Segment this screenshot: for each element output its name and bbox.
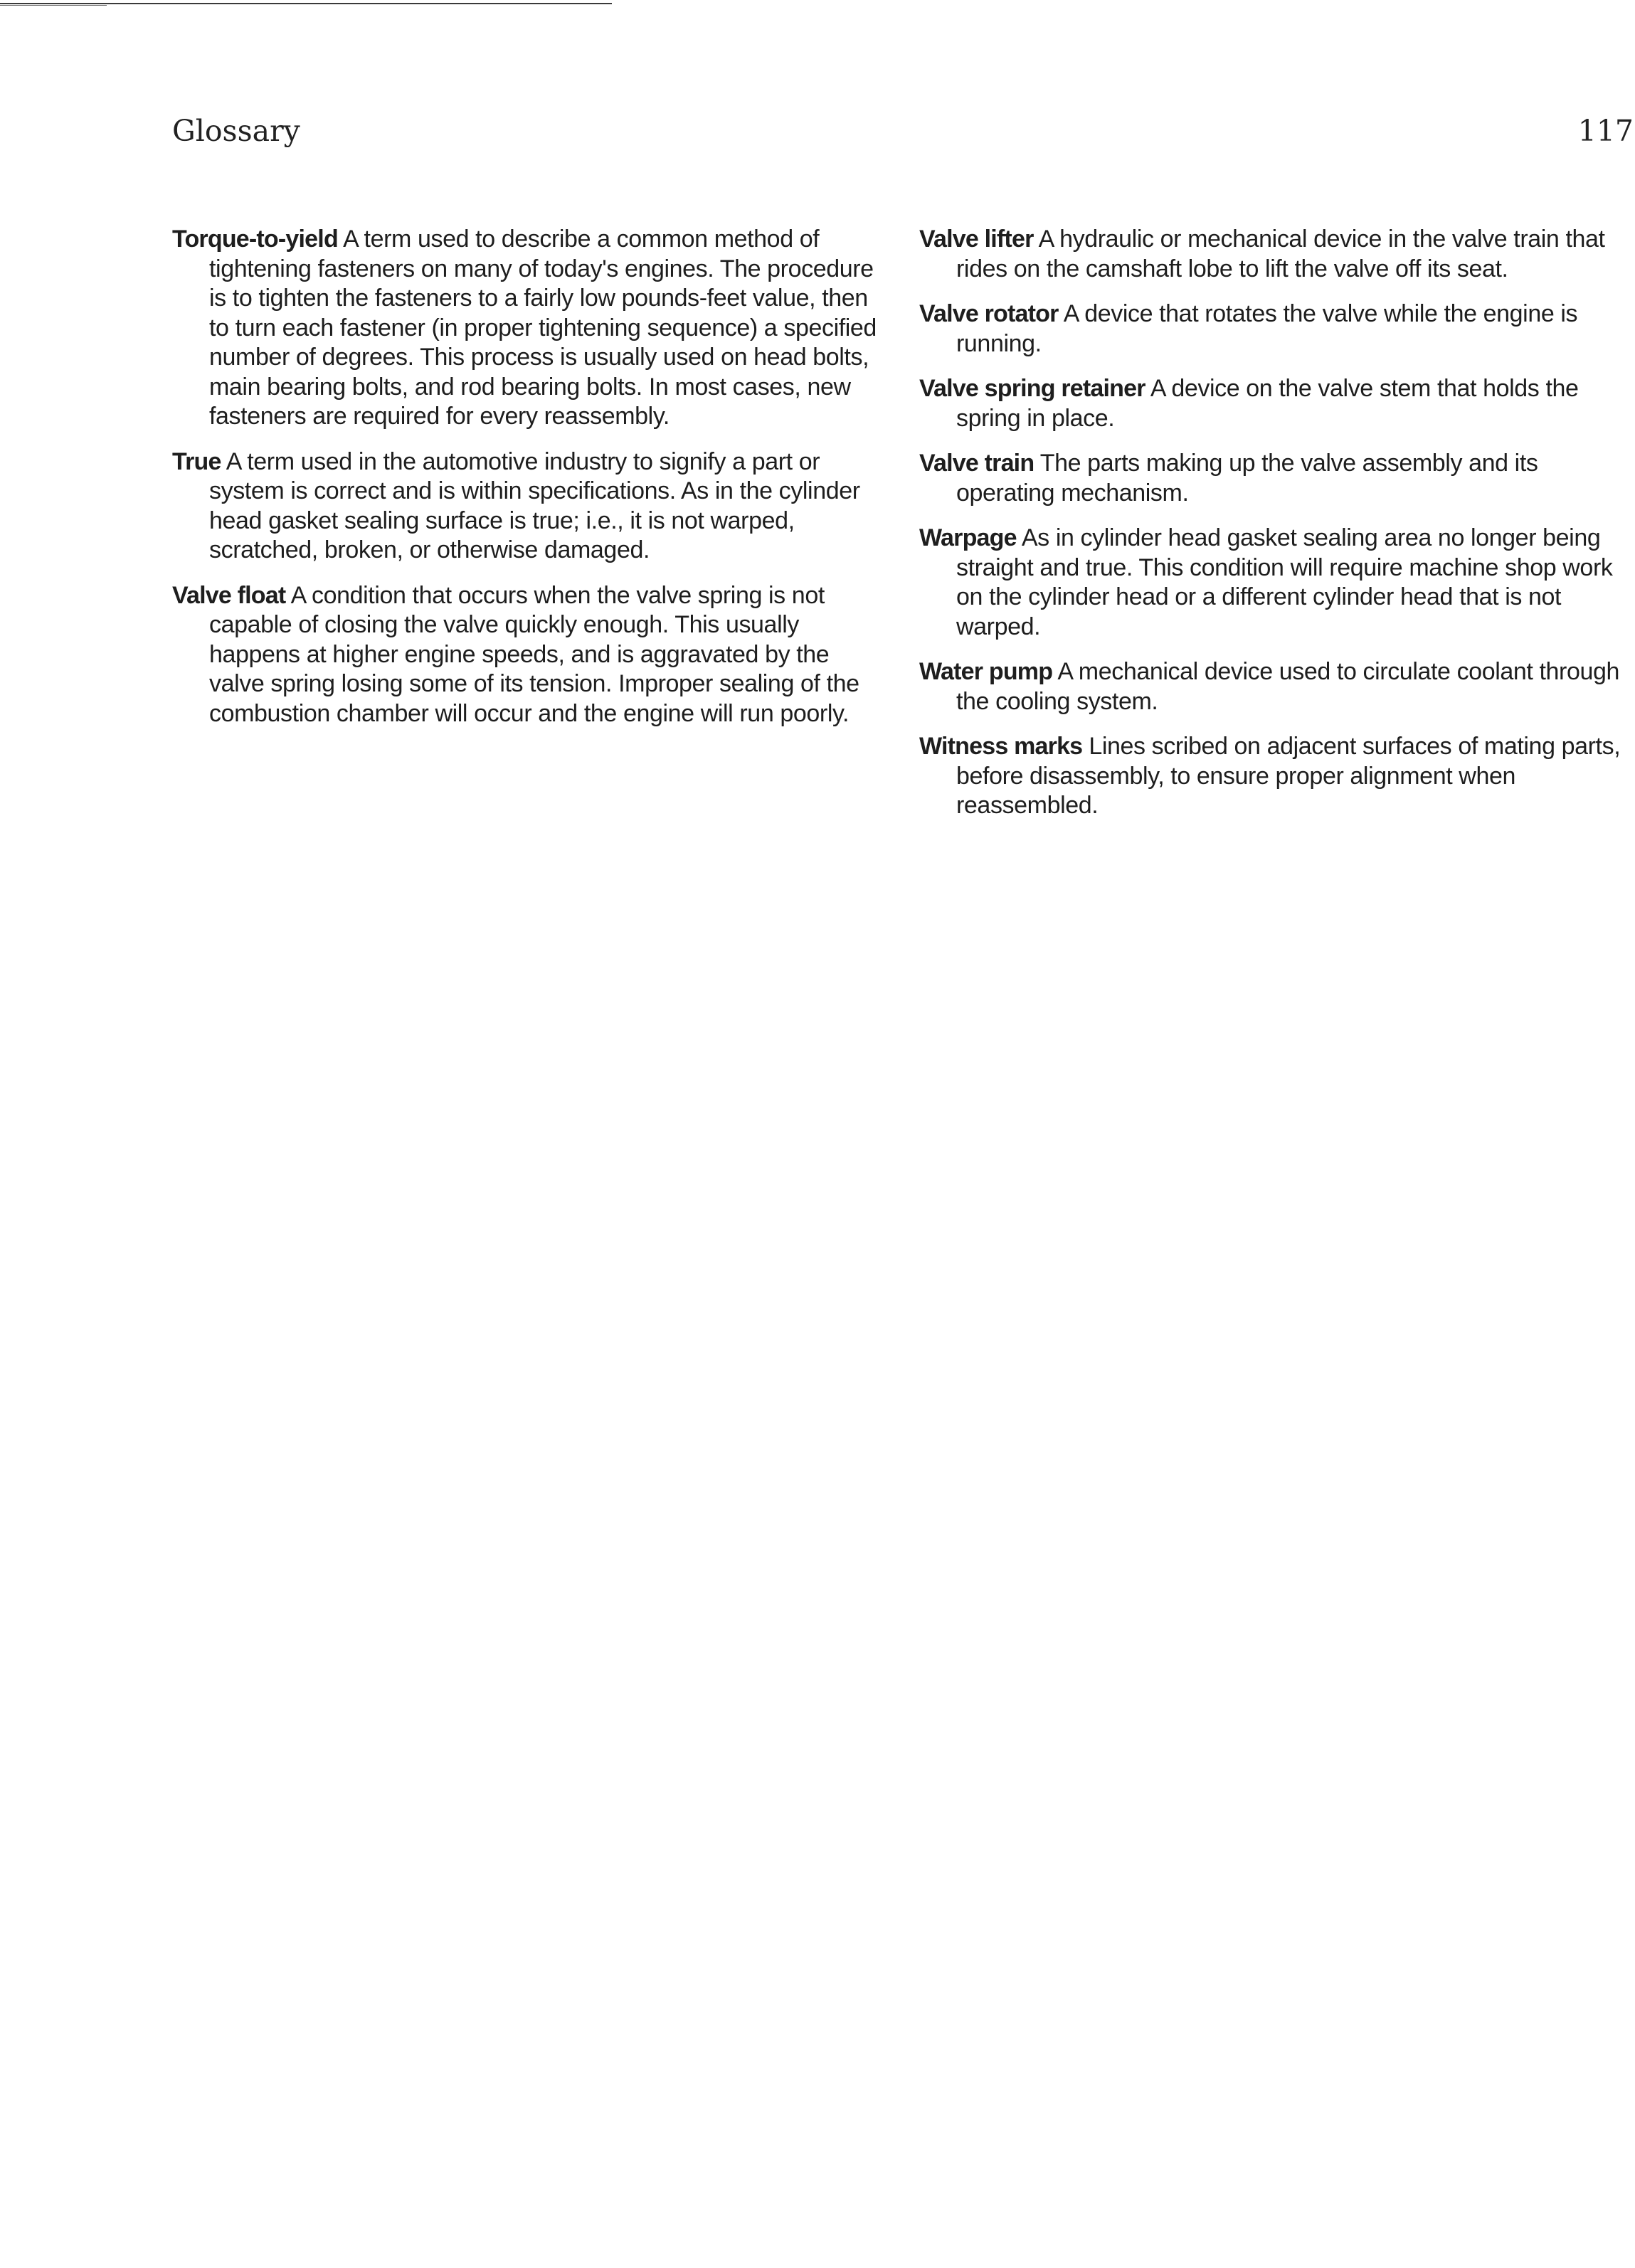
glossary-term: Warpage: [919, 524, 1017, 551]
glossary-entry-warpage: [919, 524, 1633, 642]
running-head: Glossary: [172, 114, 300, 148]
glossary-column-right: [919, 225, 1633, 837]
glossary-entry-water-pump: [919, 657, 1633, 716]
glossary-definition: A term used to describe a common method of tightening fasteners on many of today's engines. The procedure is to tighten the fasteners to a fairly low pounds-feet value, then to turn each fastener (in proper tightening sequence) a specified number of degrees. This process is usually used on head bolts, main bearing bolts, and rod bearing bolts. In most cases, new fasteners are required for every reassembly.: [209, 226, 877, 430]
glossary-term: Torque-to-yield: [172, 226, 338, 253]
glossary-term: Valve rotator: [919, 300, 1059, 327]
glossary-entry-valve-train: [919, 449, 1633, 508]
glossary-entry-torque-to-yield: [172, 225, 887, 432]
glossary-term: Valve train: [919, 450, 1035, 477]
glossary-term: True: [172, 447, 221, 475]
scan-top-rule-secondary: [0, 5, 107, 6]
glossary-entry-valve-lifter: [919, 225, 1633, 284]
glossary-entry-valve-spring-retainer: [919, 374, 1633, 433]
glossary-definition: A hydraulic or mechanical device in the valve train that rides on the camshaft lobe to lift the valve off its seat.: [956, 226, 1605, 282]
glossary-definition: A condition that occurs when the valve spring is not capable of closing the valve quickly enough. This usually happens at higher engine speeds, and is aggravated by the valve spring losing some of its tension. Improper sealing of the combustion chamber will occur and the engine will run poorly.: [209, 581, 859, 727]
glossary-term: Valve float: [172, 581, 286, 609]
glossary-definition: A device on the valve stem that holds the spring in place.: [956, 375, 1579, 432]
glossary-entry-witness-marks: [919, 732, 1633, 821]
glossary-column-left: [172, 225, 887, 744]
glossary-entry-valve-rotator: [919, 300, 1633, 359]
glossary-term: Valve spring retainer: [919, 375, 1145, 402]
glossary-term: Valve lifter: [919, 226, 1034, 253]
glossary-definition: A mechanical device used to circulate coolant through the cooling system.: [956, 658, 1619, 715]
glossary-definition: A term used in the automotive industry to signify a part or system is correct and is within specifications. As in the cylinder head gasket sealing surface is true; i.e., it is not warped, scratched, broken, or otherwise damaged.: [209, 447, 860, 563]
glossary-definition: The parts making up the valve assembly and its operating mechanism.: [956, 450, 1538, 507]
glossary-entry-true: [172, 447, 887, 566]
glossary-term: Water pump: [919, 658, 1053, 685]
glossary-definition: As in cylinder head gasket sealing area no longer being straight and true. This condition will require machine shop work on the cylinder head or a different cylinder head that is not warped.: [956, 524, 1613, 640]
glossary-definition: Lines scribed on adjacent surfaces of mating parts, before disassembly, to ensure proper alignment when reassembled.: [956, 733, 1621, 819]
glossary-entry-valve-float: [172, 581, 887, 729]
page-number: 117: [1577, 114, 1634, 148]
scan-top-rule: [0, 3, 612, 4]
glossary-definition: A device that rotates the valve while the engine is running.: [956, 300, 1578, 357]
glossary-term: Witness marks: [919, 733, 1083, 760]
